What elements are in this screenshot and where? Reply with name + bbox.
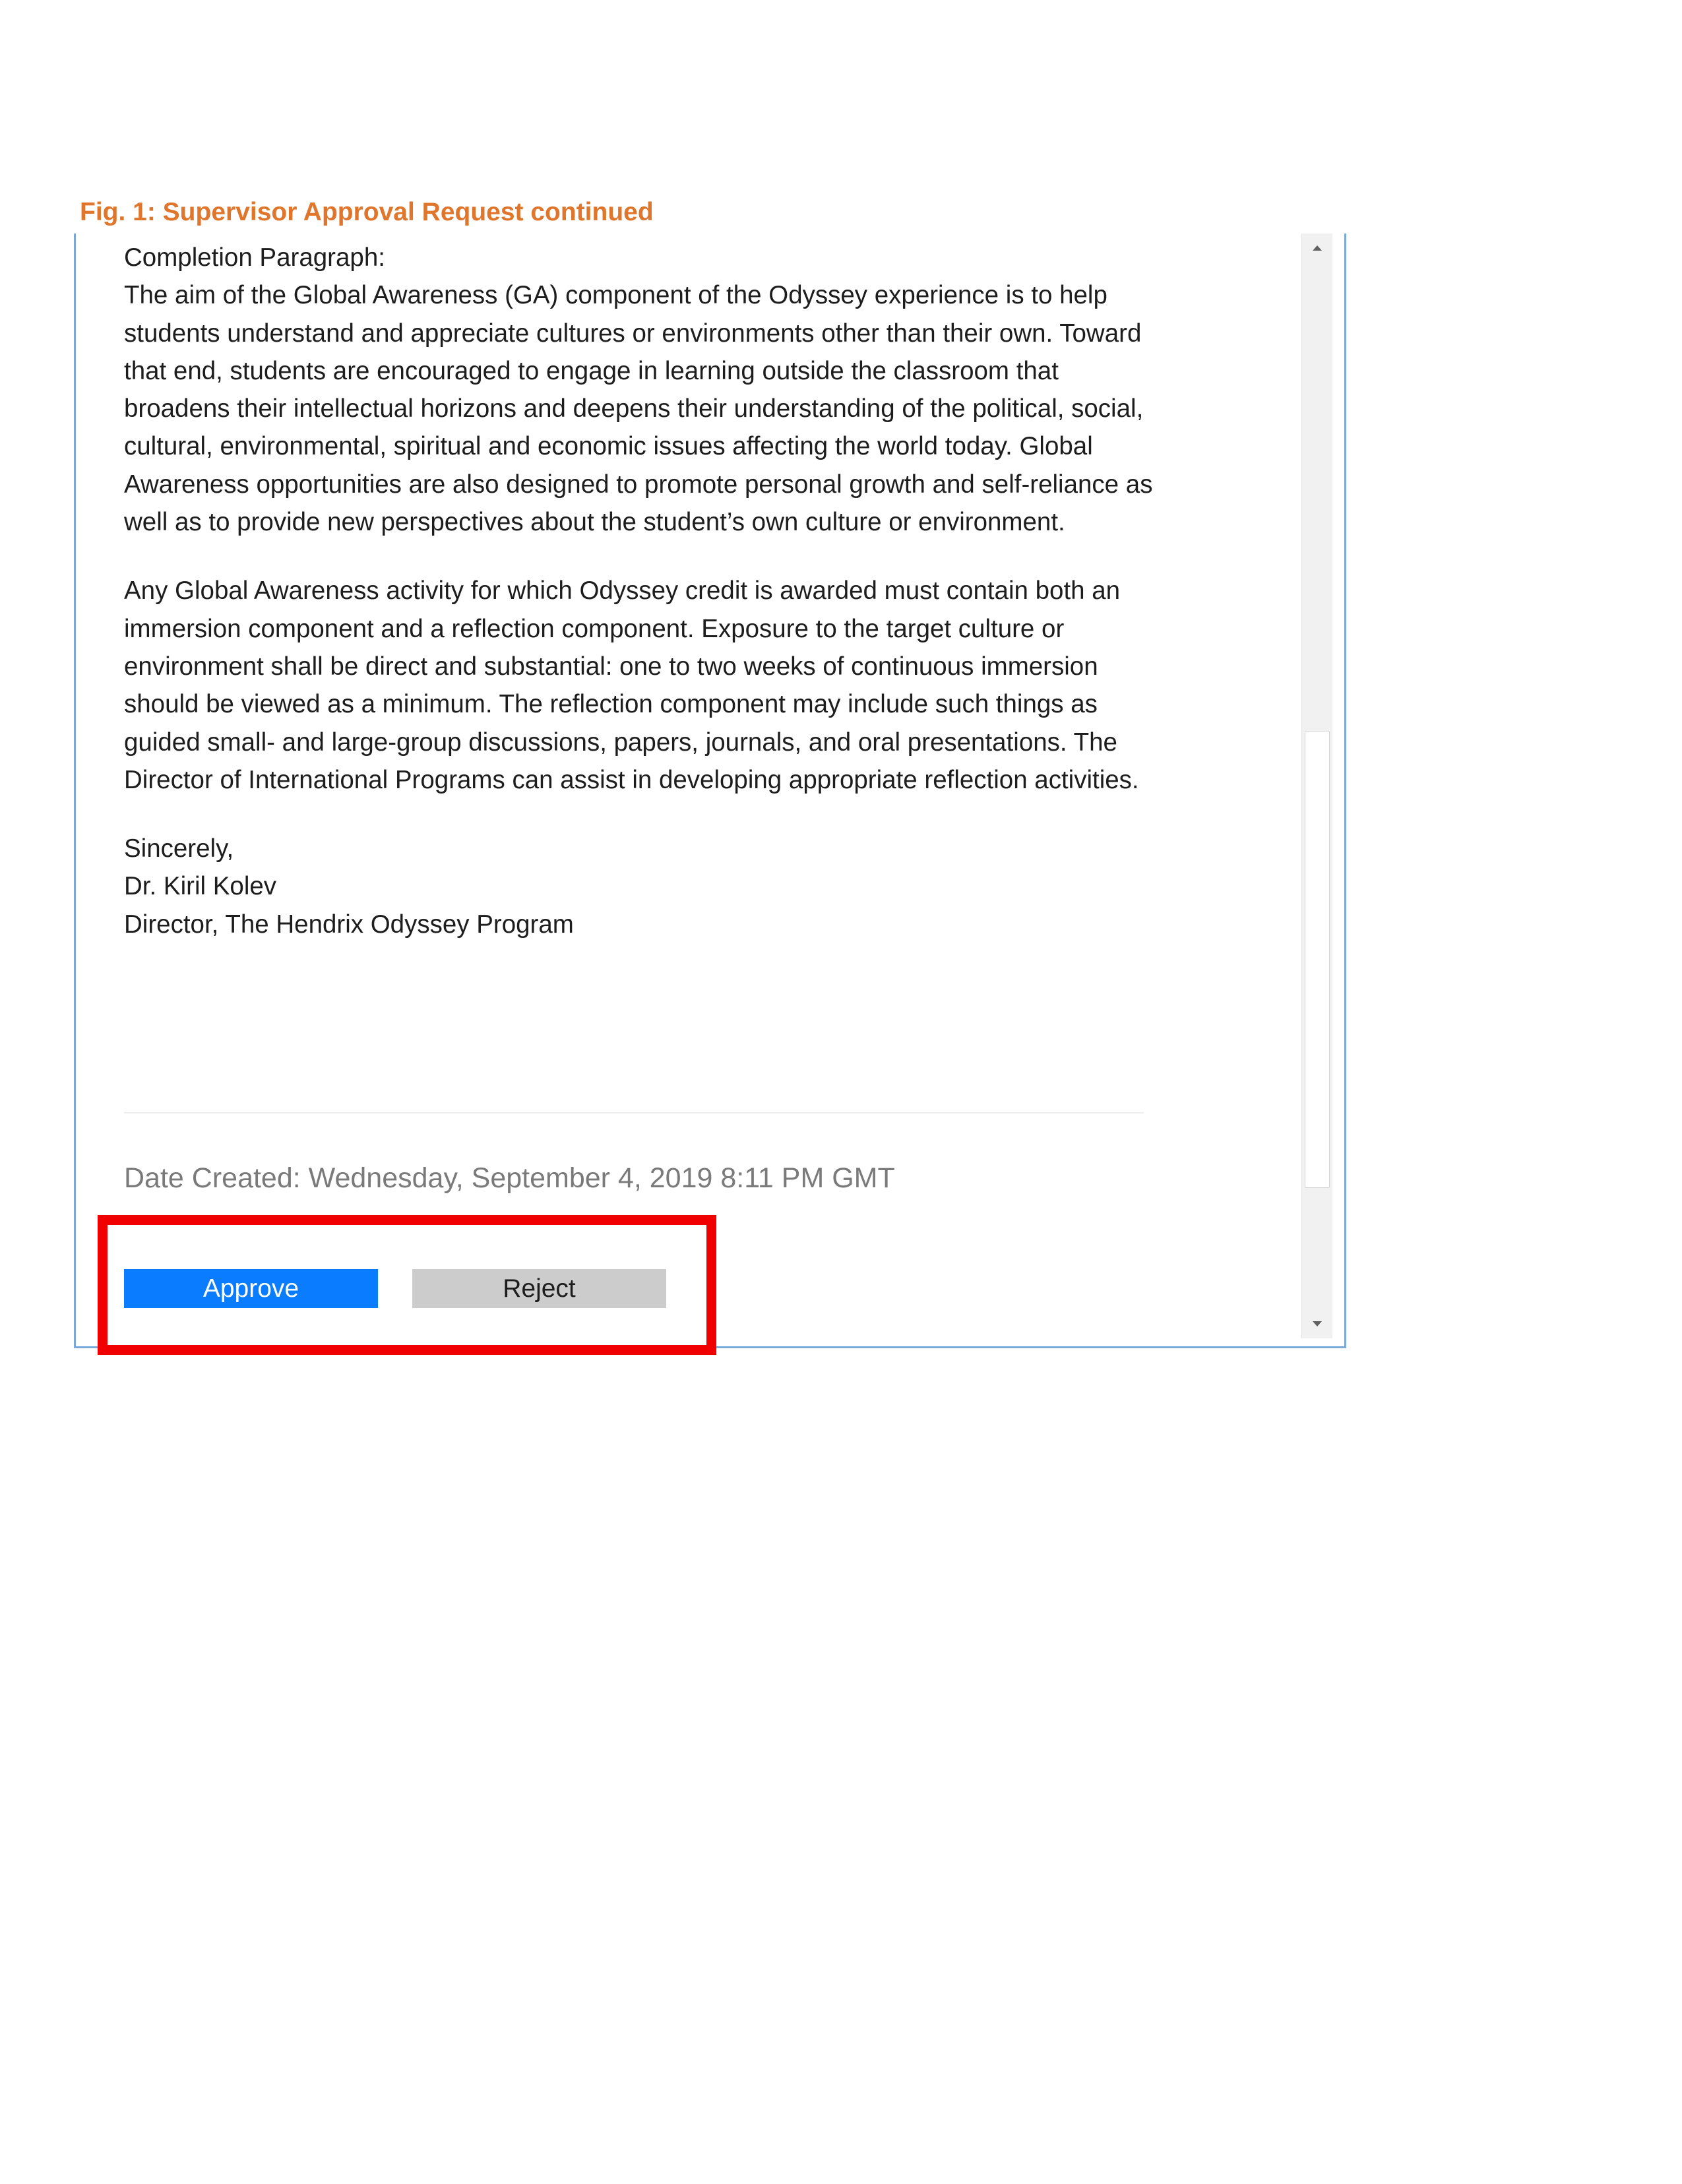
figure-caption: Fig. 1: Supervisor Approval Request continued — [80, 198, 654, 226]
scroll-up-arrow-icon[interactable] — [1302, 234, 1332, 263]
reject-button[interactable]: Reject — [412, 1269, 666, 1308]
date-created: Date Created: Wednesday, September 4, 2019 8:11 PM GMT — [124, 1162, 895, 1194]
message-paragraph-2: Any Global Awareness activity for which Odyssey credit is awarded must contain both an immersion component and a reflection component. Exposure to the target culture or environment shall be direct and substantial: one to two weeks of continuous immersion should be viewed as a minimum. The reflection component may include such things as guided small- and large-group discussions, papers, journals, and oral presentations. The Director of International Programs can assist in developing appropriate reflection activities. — [124, 577, 1139, 794]
message-paragraph-1: The aim of the Global Awareness (GA) component of the Odyssey experience is to help students understand and appreciate cultures or environments other than their own. Toward that end, students are encouraged to engage in learning outside the classroom that broadens their intellectual horizons and deepens their understanding of the political, social, cultural, environmental, spiritual and economic issues affecting the world today. Global Awareness opportunities are also designed to promote personal growth and self-reliance as well as to provide new perspectives about the student’s own culture or environment. — [124, 281, 1153, 537]
completion-paragraph-label: Completion Paragraph: — [124, 243, 385, 272]
closing-salutation: Sincerely, — [124, 834, 234, 863]
message-body — [124, 239, 1153, 943]
divider — [124, 1112, 1144, 1113]
signer-title: Director, The Hendrix Odyssey Program — [124, 910, 574, 939]
scroll-down-arrow-icon[interactable] — [1302, 1309, 1332, 1338]
signer-name: Dr. Kiril Kolev — [124, 872, 277, 901]
approve-button[interactable]: Approve — [124, 1269, 378, 1308]
vertical-scrollbar[interactable] — [1301, 234, 1332, 1338]
scrollbar-thumb[interactable] — [1305, 731, 1330, 1188]
